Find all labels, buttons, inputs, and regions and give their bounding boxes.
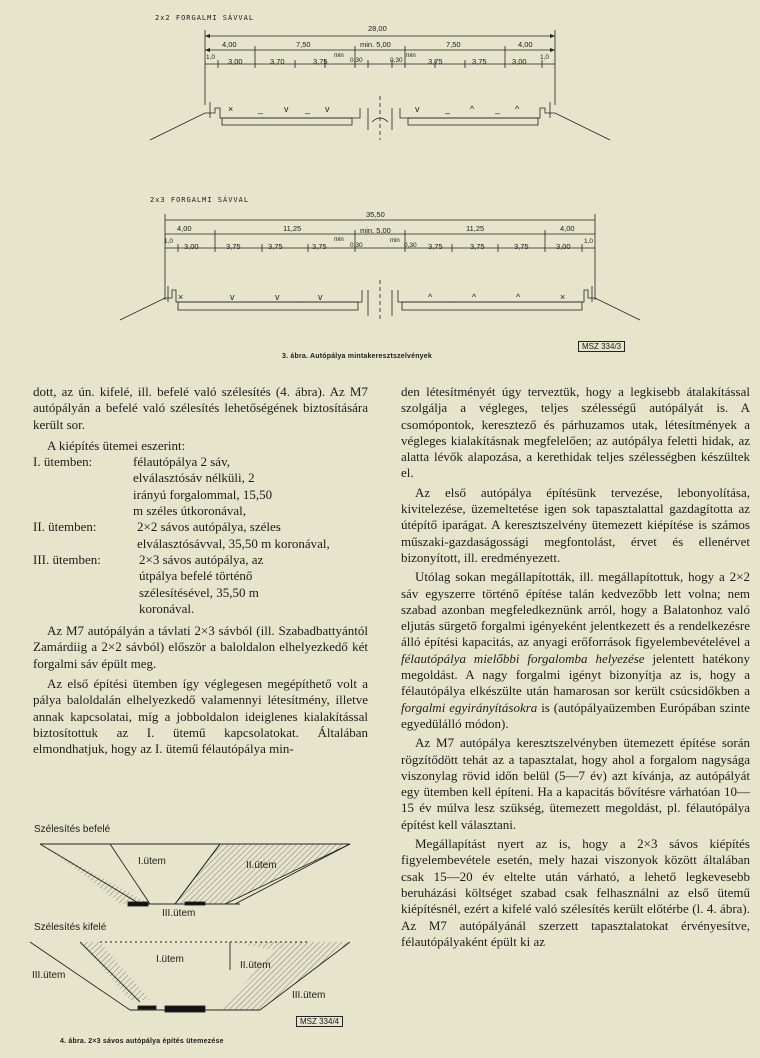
fig3-label-2x2: 2x2 FORGALMI SÁVVAL [155, 14, 255, 22]
svg-text:^: ^ [472, 292, 477, 302]
fig4-title-top: Szélesítés befelé [34, 824, 111, 835]
p3-part-e: is (autópályaüzemben Európában szinte egyedülálló módon). [401, 699, 750, 731]
dim-2x3-total: 35,50 [366, 210, 385, 219]
dim-2x3-b5: min [334, 237, 344, 243]
dim-2x2-total: 28,00 [368, 24, 387, 33]
stage-text: 2×2 sávos autópálya, széles elválasztósávval, 35,50 m koronával, [137, 519, 330, 551]
dim-2x3-top-4: 4,00 [560, 224, 575, 233]
dim-2x3-top-3: 11,25 [466, 224, 485, 233]
dim-2x2-b4: min [334, 53, 344, 59]
fig4-bottom-utem3-left: III.ütem [32, 970, 66, 981]
stage-text: félautópálya 2 sáv, elválasztósáv nélküli, 2 irányú forgalommal, 15,50 m széles útkoronával, [133, 454, 273, 519]
p3-part-c: jelentett hatékony megoldást. A nagy forgalmi igényt bizonyítja az is, hogy a félautópálya elkészülte után hamarosan sor került csúcsidőkben a [401, 650, 751, 699]
stage-list [33, 454, 368, 617]
dim-2x2-b8: 3,75 [428, 57, 443, 66]
svg-text:×: × [560, 292, 566, 302]
right-paragraph-2: Az első autópálya építésünk tervezése, lebonyolítása, kivitelezése, üzemeltetése igen sok tapasztalattal gazdagította az útépítő iparágat. A keresztszelvény ütemezett kiépítése is számos műszaki-gazdaságossági megfontolást, érvet és ellenérvet bizonyított, ill. eredményezett. [401, 484, 750, 565]
dim-2x3-b3: 3,75 [268, 242, 283, 251]
dim-2x3-b6: 0,30 [350, 242, 363, 249]
fig4-bottom-utem3-right: III.ütem [292, 990, 326, 1001]
dim-2x2-top-4: 4,00 [518, 40, 533, 49]
p3-part-a: Utólag sokan megállapították, ill. megállapítottuk, hogy a 2×2 sáv egyszerre történő építése talán kedvezőbb lett volna; nem szabad azonban megfeledkeznünk arról, hogy a Balatonhoz való eljutás sürgető forgalmi igényeként jelentkezett és a rendelkezésre álló építési kapacitás, az anyagi erőforrások figyelembevételével a [401, 569, 750, 650]
dim-2x2-b5: 0,30 [350, 57, 363, 64]
dim-2x3-b10: 3,75 [470, 242, 485, 251]
dim-2x3-b13: 1,0 [584, 238, 594, 245]
fig4-caption: 4. ábra. 2×3 sávos autópálya építés ütemezése [60, 1038, 224, 1045]
svg-text:_: _ [445, 104, 451, 114]
dim-2x2-b3: 3,75 [313, 57, 328, 66]
stage-item [33, 519, 368, 552]
stage-label: I. ütemben: [33, 454, 93, 470]
dim-2x2-top-2: min. 5,00 [360, 40, 391, 49]
fig3-caption: 3. ábra. Autópálya mintakeresztszelvények [282, 353, 432, 360]
fig4-top-utem1: I.ütem [138, 856, 166, 867]
fig3-stamp: MSZ 334/3 [578, 341, 625, 352]
stage-item [33, 454, 368, 519]
svg-text:^: ^ [428, 292, 433, 302]
dim-2x2-b2: 3,70 [270, 57, 285, 66]
svg-text:^: ^ [470, 104, 475, 114]
left-paragraph-3: Az első építési ütemben így véglegesen megépíthető volt a pálya baloldalán elhelyezkedő valamennyi létesítmény, illetve annak kapcsolatai, míg a jobboldalon ideiglenes kialakítással biztosítottuk az I. ütemű kapcsolatokat. Általában elmondhatjuk, hogy az I. ütemű félautópálya min- [33, 676, 368, 757]
fig4-top-utem3: III.ütem [162, 908, 196, 919]
svg-text:×: × [228, 104, 234, 114]
right-paragraph-1: den létesítményét úgy terveztük, hogy a legkisebb átalakítással szolgálja a végleges, teljes szélességű autópályát is. A csomópontok, keresztező és párhuzamos utak, létesítmények a végleges kialakításnak megfelelően; az autópálya feletti hidak, az alatta lévők alapozása, a kerethidak teljes szélességben készültek el. [401, 384, 750, 481]
dim-2x3-top-2: min. 5,00 [360, 226, 391, 235]
dim-2x3-b8: 0,30 [404, 242, 417, 249]
stage-text: 2×3 sávos autópálya, az útpálya befelé történő szélesítésével, 35,50 m koronával. [139, 551, 264, 616]
dim-2x3-b1: 3,00 [184, 242, 199, 251]
svg-text:_: _ [495, 104, 501, 114]
svg-text:v: v [275, 292, 280, 302]
dim-2x3-b9: 3,75 [428, 242, 443, 251]
left-paragraph-1: dott, az ún. kifelé, ill. befelé való szélesítés (4. ábra). Az M7 autópályán a befelé való szélesítés lehetőségének biztosítására került sor. [33, 384, 368, 432]
dim-2x2-b1: 3,00 [228, 57, 243, 66]
stage-item [33, 552, 368, 617]
fig4-bottom-utem1: I.ütem [156, 954, 184, 965]
fig4-title-bottom: Szélesítés kifelé [34, 922, 107, 933]
dim-2x3-b4: 3,75 [312, 242, 327, 251]
svg-text:v: v [284, 104, 289, 114]
svg-text:v: v [318, 292, 323, 302]
right-paragraph-5: Megállapítást nyert az is, hogy a 2×3 sávos kiépítés figyelembevétele esetén, mely hazai viszonyok között általában csak 15—20 év eltelte után várható, a lehető legkevesebb beruházási költséget szabad csak felhasználni az első ütemű kiépítésnél, ezért a kifelé való szélesítés került előtérbe (l. 4. ábra). Az M7 autópályánál szerzett tapasztalatokat érvényesítve, félautópályaként épült ki az [401, 836, 750, 949]
svg-text:v: v [230, 292, 235, 302]
svg-text:v: v [415, 104, 420, 114]
dim-2x3-b2: 3,75 [226, 242, 241, 251]
right-column [401, 384, 750, 950]
svg-text:v: v [325, 104, 330, 114]
right-paragraph-3 [401, 569, 750, 732]
svg-text:_: _ [305, 104, 311, 114]
dim-2x3-b11: 3,75 [514, 242, 529, 251]
svg-text:_: _ [258, 104, 264, 114]
dim-2x2-b7: min [406, 53, 416, 59]
svg-text:^: ^ [515, 104, 520, 114]
dim-2x2-b9: 3,75 [472, 57, 487, 66]
stage-label: II. ütemben: [33, 519, 97, 535]
fig3-label-2x3: 2x3 FORGALMI SÁVVAL [150, 196, 250, 204]
stage-label: III. ütemben: [33, 551, 101, 567]
dim-2x2-b0: 1,0 [206, 54, 216, 61]
figure-4 [20, 820, 370, 1050]
dim-2x3-top-0: 4,00 [177, 224, 192, 233]
stages-intro: A kiépítés ütemei eszerint: [47, 437, 186, 453]
svg-text:_: _ [205, 292, 211, 302]
p3-emph-1: félautópálya mielőbbi forgalomba helyezése [401, 650, 645, 666]
svg-text:_: _ [494, 292, 500, 302]
svg-text:×: × [178, 292, 184, 302]
svg-text:^: ^ [516, 292, 521, 302]
figure-3 [0, 0, 760, 370]
dim-2x2-b6: 0,30 [390, 57, 403, 64]
dim-2x3-b7: min [390, 238, 400, 244]
dim-2x3-b12: 3,00 [556, 242, 571, 251]
dim-2x2-top-3: 7,50 [446, 40, 461, 49]
fig4-bottom-utem2: II.ütem [240, 960, 271, 971]
p3-emph-2: forgalmi egyirányításokra [401, 699, 538, 715]
left-column-top [33, 384, 368, 758]
dim-2x2-b10: 3,00 [512, 57, 527, 66]
fig4-top-utem2: II.ütem [246, 860, 277, 871]
svg-text:_: _ [450, 292, 456, 302]
right-paragraph-4: Az M7 autópálya keresztszelvényben ütemezett építése során rögzítődött tehát az a tapasztalat, hogy ahol a forgalom nagysága viszonylag rövid időn belül (5—7 év) azt kívánja, az autópályát egy ütemben kell építeni. Ha a kapacitás bővítésre várhatóan 10—15 év múlva lesz szükség, ütemezett megoldást, pl. félautópálya építést kell választani. [401, 735, 750, 832]
dim-2x3-top-1: 11,25 [283, 224, 302, 233]
dim-2x2-top-1: 7,50 [296, 40, 311, 49]
fig4-diagram-bottom [20, 930, 370, 1030]
dim-2x3-b0: 1,0 [164, 238, 174, 245]
left-paragraph-2: Az M7 autópályán a távlati 2×3 sávból (ill. Szabadbattyántól Zamárdiig a 2×2 sávból) először a baloldalon elhelyezkedő két forgalmi sáv épült meg. [33, 623, 368, 671]
fig4-stamp: MSZ 334/4 [296, 1016, 343, 1027]
svg-text:_: _ [252, 292, 258, 302]
svg-text:_: _ [296, 292, 302, 302]
dim-2x2-b11: 1,0 [540, 54, 550, 61]
dim-2x2-top-0: 4,00 [222, 40, 237, 49]
